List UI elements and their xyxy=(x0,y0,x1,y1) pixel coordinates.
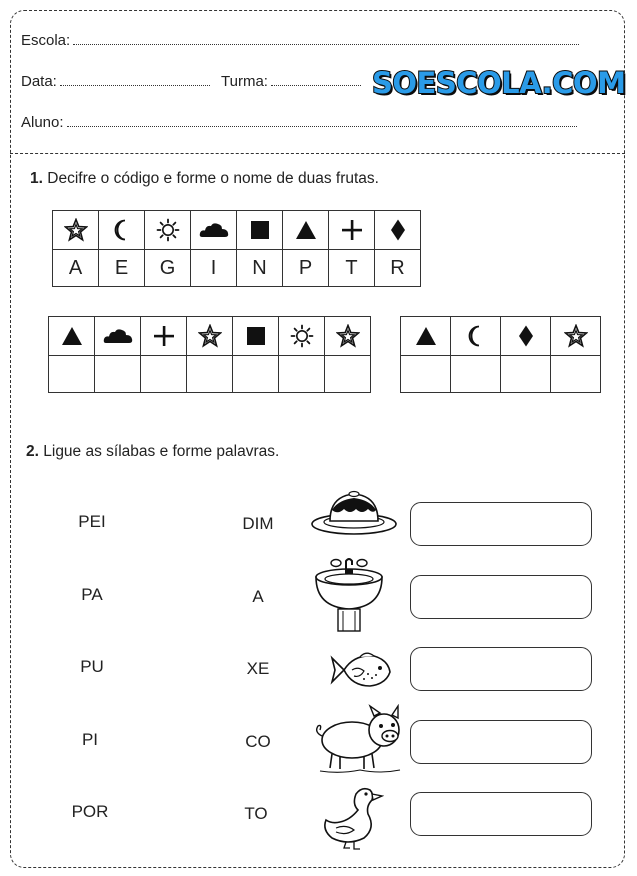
sun-icon xyxy=(145,211,191,250)
code-key-letters-row xyxy=(53,250,421,287)
triangle-icon xyxy=(49,317,95,356)
exercise-2-text: Ligue as sílabas e forme palavras. xyxy=(43,443,280,460)
right-syllable[interactable]: TO xyxy=(244,804,268,823)
aluno-line[interactable] xyxy=(67,126,577,127)
data-label: Data: xyxy=(21,73,57,90)
escola-field xyxy=(21,32,579,49)
exercise-2-number: 2. xyxy=(26,443,39,460)
crescent-moon-icon xyxy=(99,211,145,250)
exercise-1-instruction xyxy=(30,170,379,188)
star-icon xyxy=(551,317,601,356)
right-syllable[interactable]: CO xyxy=(245,732,271,751)
code-letter: G xyxy=(145,250,191,287)
answer-box[interactable] xyxy=(410,792,592,836)
answer-box[interactable] xyxy=(410,502,592,546)
answer-cell[interactable] xyxy=(451,356,501,393)
answer-cell[interactable] xyxy=(401,356,451,393)
cloud-icon xyxy=(95,317,141,356)
fruit-2-puzzle xyxy=(400,316,601,393)
answer-box[interactable] xyxy=(410,720,592,764)
cloud-icon xyxy=(191,211,237,250)
right-syllable[interactable]: XE xyxy=(246,659,270,678)
triangle-icon xyxy=(401,317,451,356)
left-syllable[interactable]: PI xyxy=(81,730,99,749)
duck-icon xyxy=(318,780,384,857)
answer-cell[interactable] xyxy=(279,356,325,393)
pudding-icon xyxy=(310,488,398,541)
right-syllable[interactable]: DIM xyxy=(242,514,274,533)
plus-icon xyxy=(141,317,187,356)
exercise-1-number: 1. xyxy=(30,170,43,187)
header-divider xyxy=(10,153,625,154)
aluno-label: Aluno: xyxy=(21,114,64,131)
answer-cell[interactable] xyxy=(187,356,233,393)
code-letter: R xyxy=(375,250,421,287)
fruit-2-symbols-row xyxy=(401,317,601,356)
plus-icon xyxy=(329,211,375,250)
answer-cell[interactable] xyxy=(551,356,601,393)
code-letter: T xyxy=(329,250,375,287)
left-syllable[interactable]: POR xyxy=(71,802,109,821)
exercise-1-text: Decifre o código e forme o nome de duas frutas. xyxy=(47,170,379,187)
code-letter: P xyxy=(283,250,329,287)
answer-cell[interactable] xyxy=(141,356,187,393)
answer-cell[interactable] xyxy=(501,356,551,393)
code-key-table xyxy=(52,210,421,287)
data-field xyxy=(21,73,210,90)
code-letter: I xyxy=(191,250,237,287)
aluno-field xyxy=(21,114,577,131)
fruit-1-symbols-row xyxy=(49,317,371,356)
turma-label: Turma: xyxy=(221,73,268,90)
right-syllable[interactable]: A xyxy=(252,587,264,606)
code-letter: A xyxy=(53,250,99,287)
square-icon xyxy=(237,211,283,250)
data-line[interactable] xyxy=(60,85,210,86)
escola-label: Escola: xyxy=(21,32,71,49)
fruit-1-answer-row xyxy=(49,356,371,393)
turma-line[interactable] xyxy=(271,85,361,86)
fish-icon xyxy=(330,648,392,697)
fruit-1-puzzle xyxy=(48,316,371,393)
triangle-icon xyxy=(283,211,329,250)
left-syllable[interactable]: PEI xyxy=(78,512,106,531)
pig-icon xyxy=(310,704,406,781)
star-icon xyxy=(53,211,99,250)
star-icon xyxy=(325,317,371,356)
answer-cell[interactable] xyxy=(49,356,95,393)
turma-field xyxy=(221,73,361,90)
site-logo: SOESCOLA.COM xyxy=(372,66,626,100)
fruit-2-answer-row xyxy=(401,356,601,393)
escola-line[interactable] xyxy=(73,44,579,45)
star-icon xyxy=(187,317,233,356)
answer-cell[interactable] xyxy=(325,356,371,393)
sun-icon xyxy=(279,317,325,356)
code-key-symbols-row xyxy=(53,211,421,250)
answer-cell[interactable] xyxy=(95,356,141,393)
code-letter: N xyxy=(237,250,283,287)
answer-box[interactable] xyxy=(410,575,592,619)
left-syllable[interactable]: PU xyxy=(80,657,104,676)
answer-box[interactable] xyxy=(410,647,592,691)
square-icon xyxy=(233,317,279,356)
diamond-icon xyxy=(501,317,551,356)
exercise-2-instruction xyxy=(26,443,279,461)
code-letter: E xyxy=(99,250,145,287)
left-syllable[interactable]: PA xyxy=(81,585,103,604)
diamond-icon xyxy=(375,211,421,250)
crescent-moon-icon xyxy=(451,317,501,356)
answer-cell[interactable] xyxy=(233,356,279,393)
sink-icon xyxy=(312,555,386,638)
